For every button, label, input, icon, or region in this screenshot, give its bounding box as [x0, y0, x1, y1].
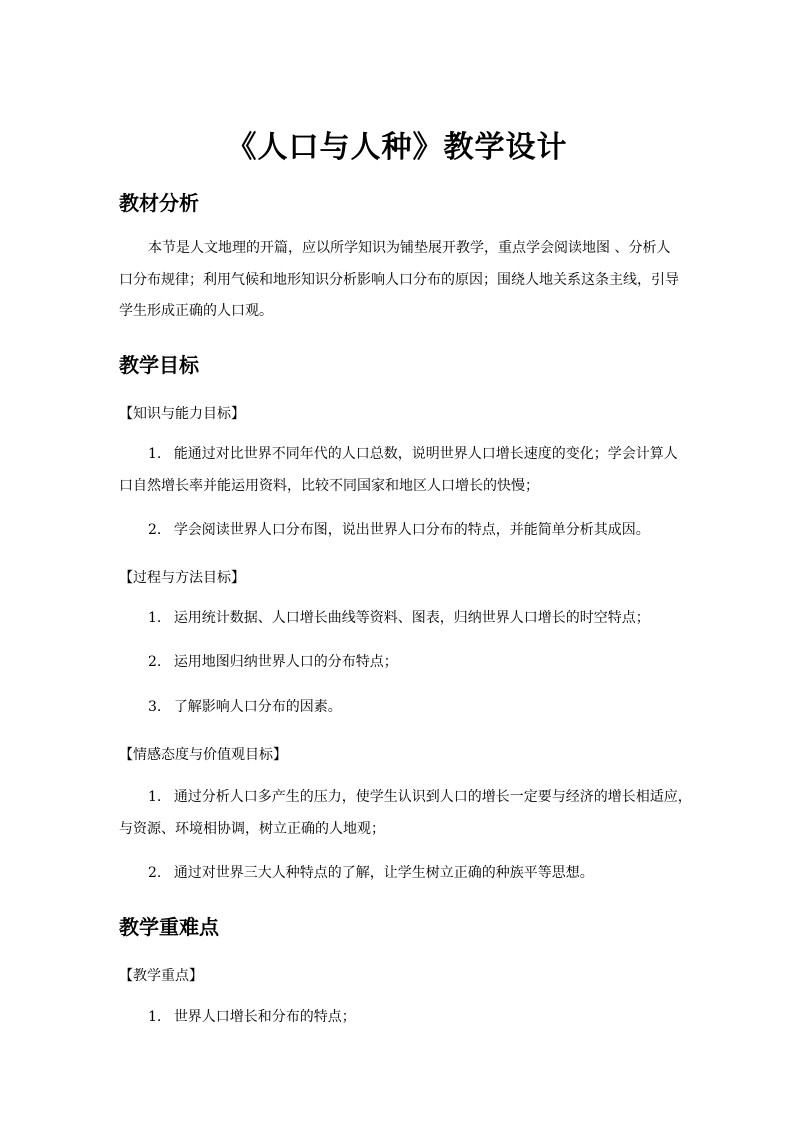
- item-text: 世界人口增长和分布的特点；: [173, 1009, 356, 1025]
- list-item-continuation: 口自然增长率并能运用资料，比较不同国家和地区人口增长的快慢；: [119, 478, 539, 494]
- section-heading-textbook-analysis: 教材分析: [119, 191, 199, 215]
- list-item: [148, 523, 650, 537]
- item-text: 通过对世界三大人种特点的了解，让学生树立正确的种族平等思想。: [173, 865, 594, 881]
- item-number: 2.: [148, 654, 162, 670]
- list-item: [148, 655, 398, 669]
- paragraph-line: 本节是人文地理的开篇，应以所学知识为铺垫展开教学，重点学会阅读地图 、分析人: [148, 240, 671, 256]
- paragraph-line: 口分布规律；利用气候和地形知识分析影响人口分布的原因；围绕人地关系这条主线，引导: [119, 272, 679, 288]
- item-number: 1.: [148, 610, 162, 626]
- list-item: [148, 1010, 356, 1024]
- subsection-label-key-points: 【教学重点】: [119, 968, 203, 984]
- item-text: 能通过对比世界不同年代的人口总数，说明世界人口增长速度的变化；学会计算人: [173, 446, 678, 462]
- item-number: 2.: [148, 522, 162, 538]
- list-item-continuation: 与资源、环境相协调，树立正确的人地观；: [119, 821, 385, 837]
- item-text: 通过分析人口多产生的压力，使学生认识到人口的增长一定要与经济的增长相适应，: [173, 789, 692, 805]
- subsection-label-emotion: 【情感态度与价值观目标】: [119, 747, 287, 763]
- item-text: 运用统计数据、人口增长曲线等资料、图表，归纳世界人口增长的时空特点；: [173, 610, 650, 626]
- item-text: 学会阅读世界人口分布图，说出世界人口分布的特点，并能简单分析其成因。: [173, 522, 650, 538]
- list-item: [148, 611, 650, 625]
- item-number: 1.: [148, 446, 162, 462]
- subsection-label-process: 【过程与方法目标】: [119, 570, 245, 586]
- section-heading-teaching-goals: 教学目标: [119, 353, 199, 377]
- document-title: 《人口与人种》教学设计: [226, 130, 568, 165]
- item-number: 3.: [148, 699, 162, 715]
- list-item: [148, 700, 342, 714]
- list-item: [148, 447, 678, 461]
- list-item: [148, 866, 594, 880]
- item-number: 1.: [148, 1009, 162, 1025]
- paragraph-line: 学生形成正确的人口观。: [119, 303, 273, 319]
- list-item: [148, 790, 692, 804]
- subsection-label-knowledge: 【知识与能力目标】: [119, 406, 245, 422]
- item-number: 1.: [148, 789, 162, 805]
- section-heading-key-points: 教学重难点: [119, 915, 219, 939]
- item-text: 运用地图归纳世界人口的分布特点；: [173, 654, 398, 670]
- item-text: 了解影响人口分布的因素。: [173, 699, 342, 715]
- item-number: 2.: [148, 865, 162, 881]
